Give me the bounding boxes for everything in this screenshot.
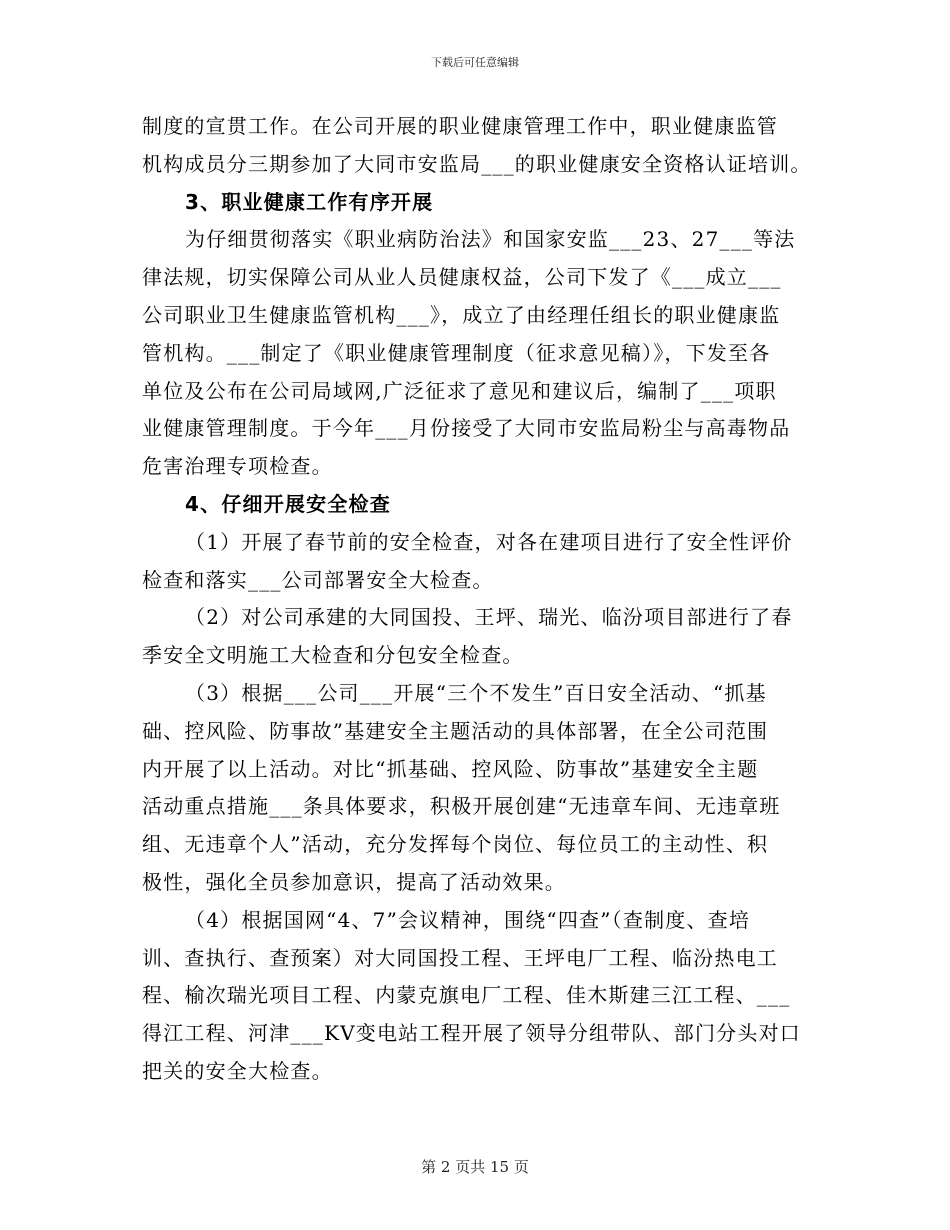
paragraph-line: 极性，强化全员参加意识，提高了活动效果。 [142, 869, 566, 894]
paragraph-line: 管机构。___制定了《职业健康管理制度（征求意见稿）》，下发至各 [142, 340, 771, 365]
paragraph-line: 制度的宣贯工作。在公司开展的职业健康管理工作中，职业健康监管 [142, 114, 778, 138]
paragraph-line: 把关的安全大检查。 [142, 1058, 333, 1083]
paragraph-line: （3）根据___公司___开展“三个不发生”百日安全活动、“抓基 [185, 680, 767, 705]
paragraph-line: 训、查执行、查预案）对大同国投工程、王坪电厂工程、临汾热电工 [142, 945, 778, 970]
paragraph-line: 机构成员分三期参加了大同市安监局___的职业健康安全资格认证培训。 [142, 151, 812, 176]
paragraph-line: 律法规，切实保障公司从业人员健康权益，公司下发了《___成立___ [142, 265, 782, 290]
paragraph-line: 程、榆次瑞光项目工程、内蒙克旗电厂工程、佳木斯建三江工程、___ [142, 983, 791, 1008]
paragraph-line: 业健康管理制度。于今年___月份接受了大同市安监局粉尘与高毒物品 [142, 416, 791, 441]
body-text [142, 108, 814, 1091]
paragraph-line: 得江工程、河津___KV变电站工程开展了领导分组带队、部门分头对口 [142, 1021, 801, 1046]
section-heading: 4、仔细开展安全检查 [185, 491, 391, 516]
page-footer: 第 2 页共 15 页 [421, 1158, 529, 1176]
paragraph-line: 活动重点措施___条具体要求，积极开展创建“无违章车间、无违章班 [142, 794, 781, 819]
paragraph-line: （1）开展了春节前的安全检查，对各在建项目进行了安全性评价 [185, 529, 793, 554]
paragraph-line: （4）根据国网“4、7”会议精神，围绕“四查”（查制度、查培 [185, 907, 751, 932]
paragraph-line: 季安全文明施工大检查和分包安全检查。 [142, 643, 524, 668]
paragraph-line: 检查和落实___公司部署安全大检查。 [142, 567, 494, 592]
paragraph-line: 内开展了以上活动。对比“抓基础、控风险、防事故”基建安全主题 [142, 756, 759, 781]
paragraph-line: 危害治理专项检查。 [142, 454, 333, 479]
paragraph-line: （2）对公司承建的大同国投、王坪、瑞光、临汾项目部进行了春 [185, 605, 793, 630]
paragraph-line: 公司职业卫生健康监管机构___》，成立了由经理任组长的职业健康监 [142, 302, 781, 327]
paragraph-line: 组、无违章个人”活动，充分发挥每个岗位、每位员工的主动性、积 [142, 832, 769, 857]
paragraph-line: 单位及公布在公司局域网,广泛征求了意见和建议后，编制了___项职 [142, 378, 777, 403]
paragraph-line: 础、控风险、防事故”基建安全主题活动的具体部署，在全公司范围 [142, 718, 769, 743]
section-heading: 3、职业健康工作有序开展 [185, 189, 434, 214]
paragraph-line: 为仔细贯彻落实《职业病防治法》和国家安监___23、27___等法 [185, 227, 796, 252]
page-header: 下载后可任意编辑 [431, 56, 519, 69]
